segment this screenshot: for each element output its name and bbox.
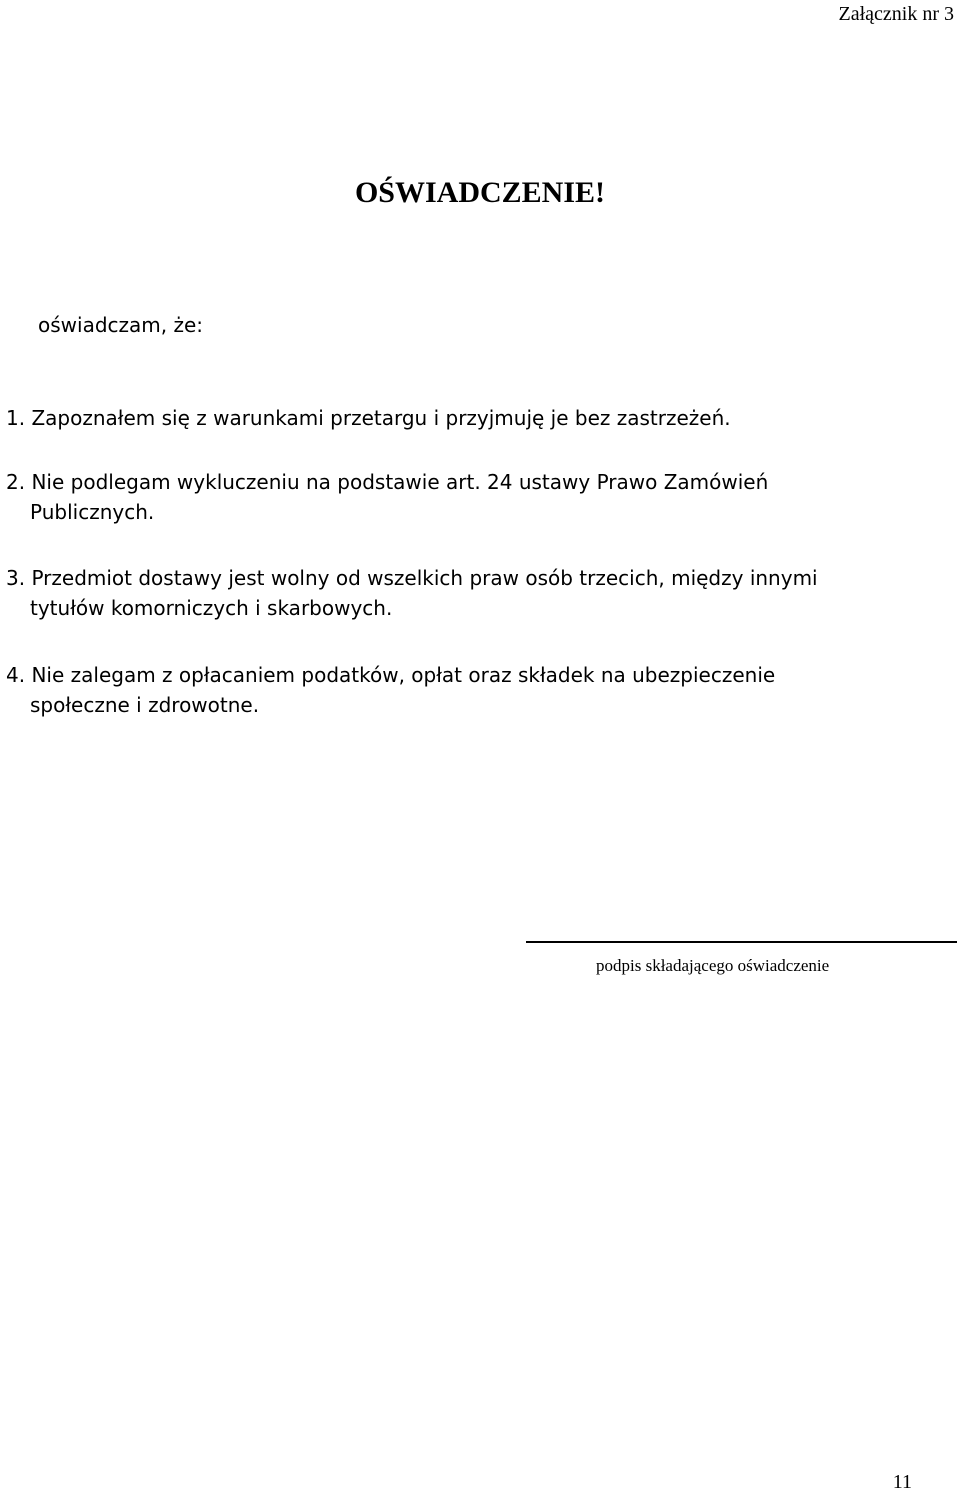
- signature-line: [526, 941, 957, 943]
- statement-item-3-line: [6, 563, 956, 593]
- statement-item-4-line: [6, 660, 956, 690]
- signature-caption: podpis składającego oświadczenie: [596, 956, 830, 975]
- statement-item-number: 3.: [6, 566, 26, 590]
- statement-item-text: Przedmiot dostawy jest wolny od wszelkich praw osób trzecich, między innymi: [31, 566, 818, 590]
- statement-item-text: Nie zalegam z opłacaniem podatków, opłat oraz składek na ubezpieczenie: [31, 663, 776, 687]
- document-title: OŚWIADCZENIE!: [354, 176, 606, 209]
- statement-item-number: 2.: [6, 470, 26, 494]
- statement-item-number: 4.: [6, 663, 26, 687]
- statement-item-number: 1.: [6, 406, 26, 430]
- statement-item-1: [6, 403, 956, 433]
- statement-item-2: [6, 467, 956, 527]
- statement-item-1-line: [6, 403, 956, 433]
- statement-item-4: [6, 660, 956, 720]
- statement-item-text: Nie podlegam wykluczeniu na podstawie art. 24 ustawy Prawo Zamówień: [31, 470, 769, 494]
- statement-item-continuation: społeczne i zdrowotne.: [30, 693, 260, 717]
- statement-item-text: Zapoznałem się z warunkami przetargu i przyjmuję je bez zastrzeżeń.: [31, 406, 731, 430]
- statement-item-continuation: Publicznych.: [30, 500, 155, 524]
- page-number: 11: [892, 1471, 912, 1493]
- intro-text: oświadczam, że:: [38, 313, 204, 337]
- statement-item-3: [6, 563, 956, 623]
- statement-item-continuation: tytułów komorniczych i skarbowych.: [30, 596, 393, 620]
- statement-item-2-line: [6, 467, 956, 497]
- attachment-label: Załącznik nr 3: [838, 3, 954, 25]
